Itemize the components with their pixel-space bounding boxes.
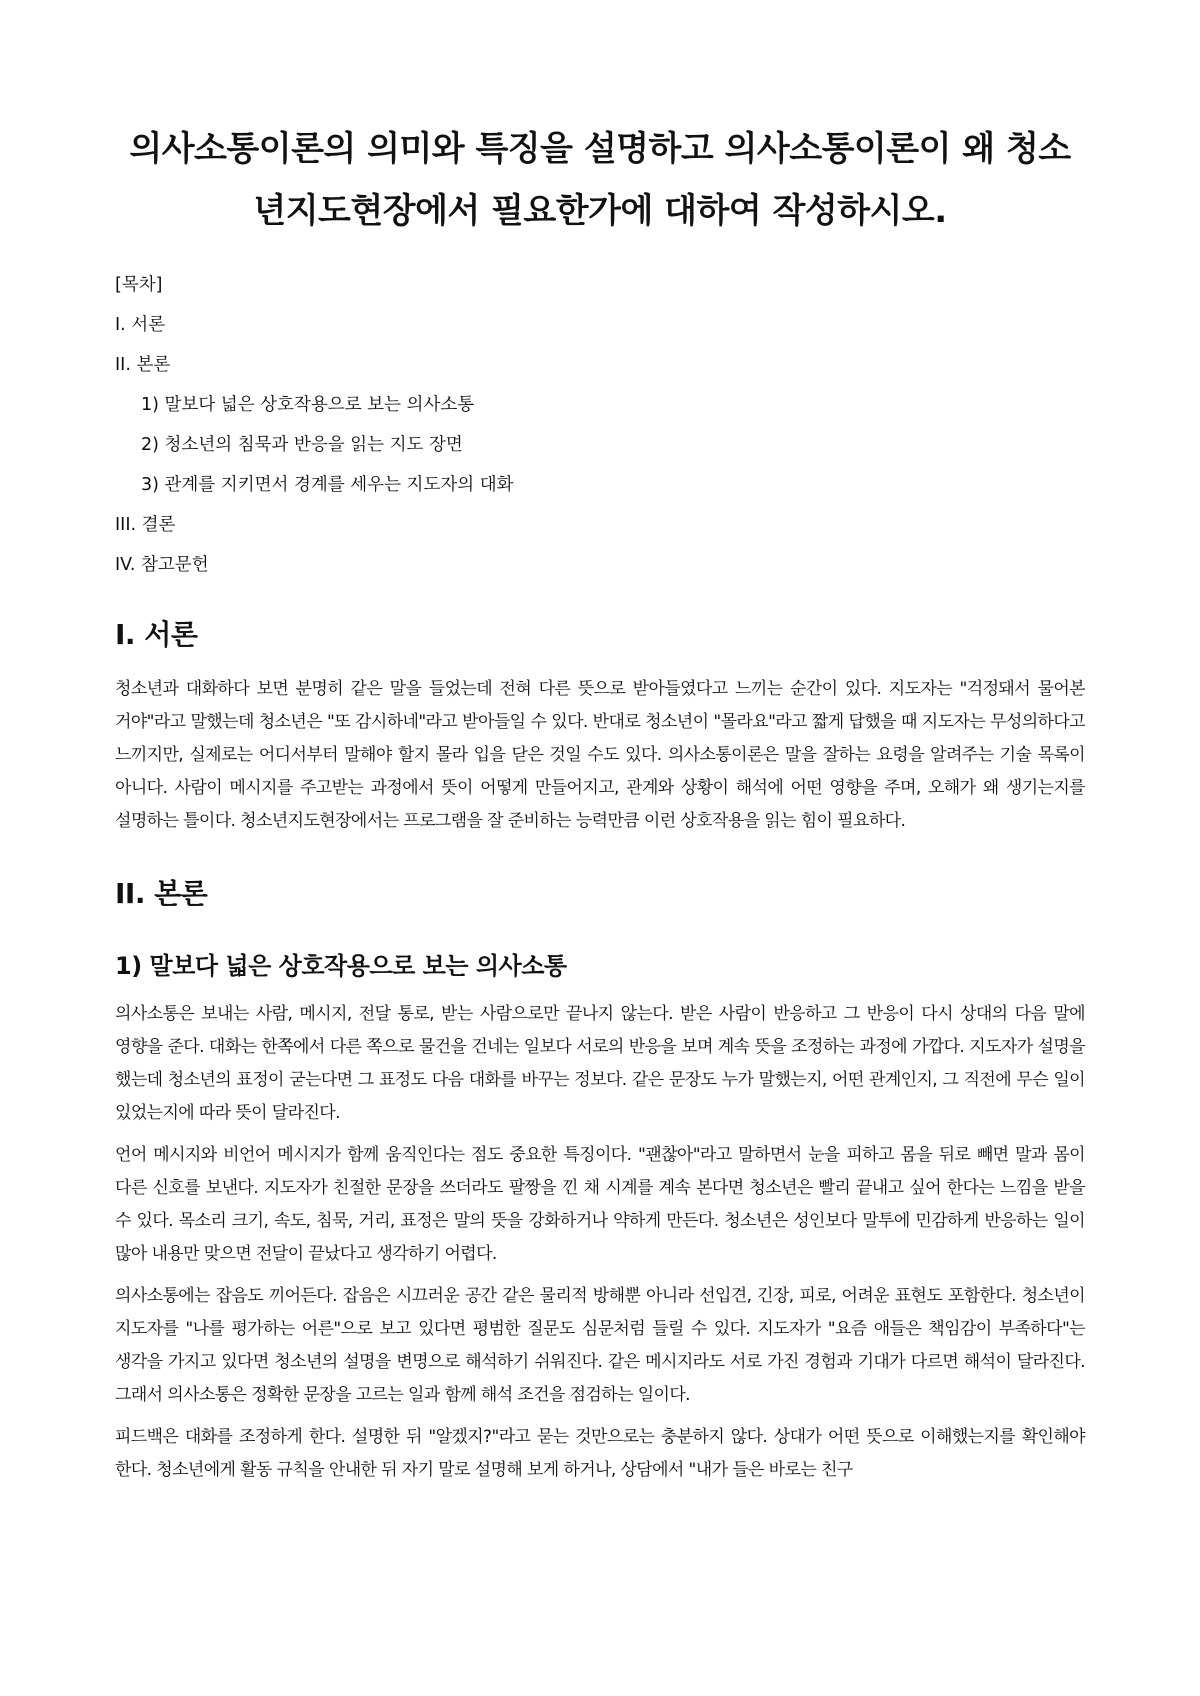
section1-paragraph: 언어 메시지와 비언어 메시지가 함께 움직인다는 점도 중요한 특징이다. "괜찮아"라고 말하면서 눈을 피하고 몸을 뒤로 빼면 말과 몸이 다른 신호를 보낸다. 지도자가 친절한 문장을 쓰더라도 팔짱을 낀 채 시계를 계속 본다면 청소년은 빨리 끝내고 싶어 한다는 느낌을 받을 수 있다. 목소리 크기, 속도, 침묵, 거리, 표정은 말의 뜻을 강화하거나 약하게 만든다. 청소년은 성인보다 말투에 민감하게 반응하는 일이 많아 내용만 맞으면 전달이 끝났다고 생각하기 어렵다. [115,1145,1085,1264]
toc-item: IV. 참고문헌 [115,555,209,575]
toc-subitem: 2) 청소년의 침묵과 반응을 읽는 지도 장면 [141,435,463,455]
intro-paragraph: 청소년과 대화하다 보면 분명히 같은 말을 들었는데 전혀 다른 뜻으로 받아들였다고 느끼는 순간이 있다. 지도자는 "걱정돼서 물어본 거야"라고 말했는데 청소년은 "또 감시하네"라고 받아들일 수 있다. 반대로 청소년이 "몰라요"라고 짧게 답했을 때 지도자는 무성의하다고 느끼지만, 실제로는 어디서부터 말해야 할지 몰라 입을 닫은 것일 수도 있다. 의사소통이론은 말을 잘하는 요령을 알려주는 기술 목록이 아니다. 사람이 메시지를 주고받는 과정에서 뜻이 어떻게 만들어지고, 관계와 상황이 해석에 어떤 영향을 주며, 오해가 왜 생기는지를 설명하는 틀이다. 청소년지도현장에서는 프로그램을 잘 준비하는 능력만큼 이런 상호작용을 읽는 힘이 필요하다. [115,679,1085,831]
document-title: 의사소통이론의 의미와 특징을 설명하고 의사소통이론이 왜 청소년지도현장에서 필요한가에 대하여 작성하시오. [129,129,1071,231]
section1-paragraph: 피드백은 대화를 조정하게 한다. 설명한 뒤 "알겠지?"라고 묻는 것만으로는 충분하지 않다. 상대가 어떤 뜻으로 이해했는지를 확인해야 한다. 청소년에게 활동 규칙을 안내한 뒤 자기 말로 설명해 보게 하거나, 상담에서 "내가 들은 바로는 친구 [115,1427,1085,1480]
toc-item: I. 서론 [115,315,166,335]
section1-paragraph: 의사소통에는 잡음도 끼어든다. 잡음은 시끄러운 공간 같은 물리적 방해뿐 아니라 선입견, 긴장, 피로, 어려운 표현도 포함한다. 청소년이 지도자를 "나를 평가하는 어른"으로 보고 있다면 평범한 질문도 심문처럼 들릴 수 있다. 지도자가 "요즘 애들은 책임감이 부족하다"는 생각을 가지고 있다면 청소년의 설명을 변명으로 해석하기 쉬워진다. 같은 메시지라도 서로 가진 경험과 기대가 다르면 해석이 달라진다. 그래서 의사소통은 정확한 문장을 고르는 일과 함께 해석 조건을 점검하는 일이다. [115,1286,1085,1405]
section1-heading: 1) 말보다 넓은 상호작용으로 보는 의사소통 [115,952,567,980]
intro-heading: I. 서론 [115,618,198,651]
toc-subitem: 1) 말보다 넓은 상호작용으로 보는 의사소통 [141,395,475,415]
table-of-contents [115,274,1085,577]
toc-subitem: 3) 관계를 지키면서 경계를 세우는 지도자의 대화 [141,475,514,495]
section1-paragraph: 의사소통은 보내는 사람, 메시지, 전달 통로, 받는 사람으로만 끝나지 않는다. 받은 사람이 반응하고 그 반응이 다시 상대의 다음 말에 영향을 준다. 대화는 한쪽에서 다른 쪽으로 물건을 건네는 일보다 서로의 반응을 보며 계속 뜻을 조정하는 과정에 가깝다. 지도자가 설명을 했는데 청소년의 표정이 굳는다면 그 표정도 다음 대화를 바꾸는 정보다. 같은 문장도 누가 말했는지, 어떤 관계인지, 그 직전에 무슨 일이 있었는지에 따라 뜻이 달라진다. [115,1004,1085,1123]
toc-item: II. 본론 [115,355,171,375]
toc-item: III. 결론 [115,515,176,535]
toc-heading: [목차] [115,275,163,295]
body-heading: II. 본론 [115,877,208,910]
